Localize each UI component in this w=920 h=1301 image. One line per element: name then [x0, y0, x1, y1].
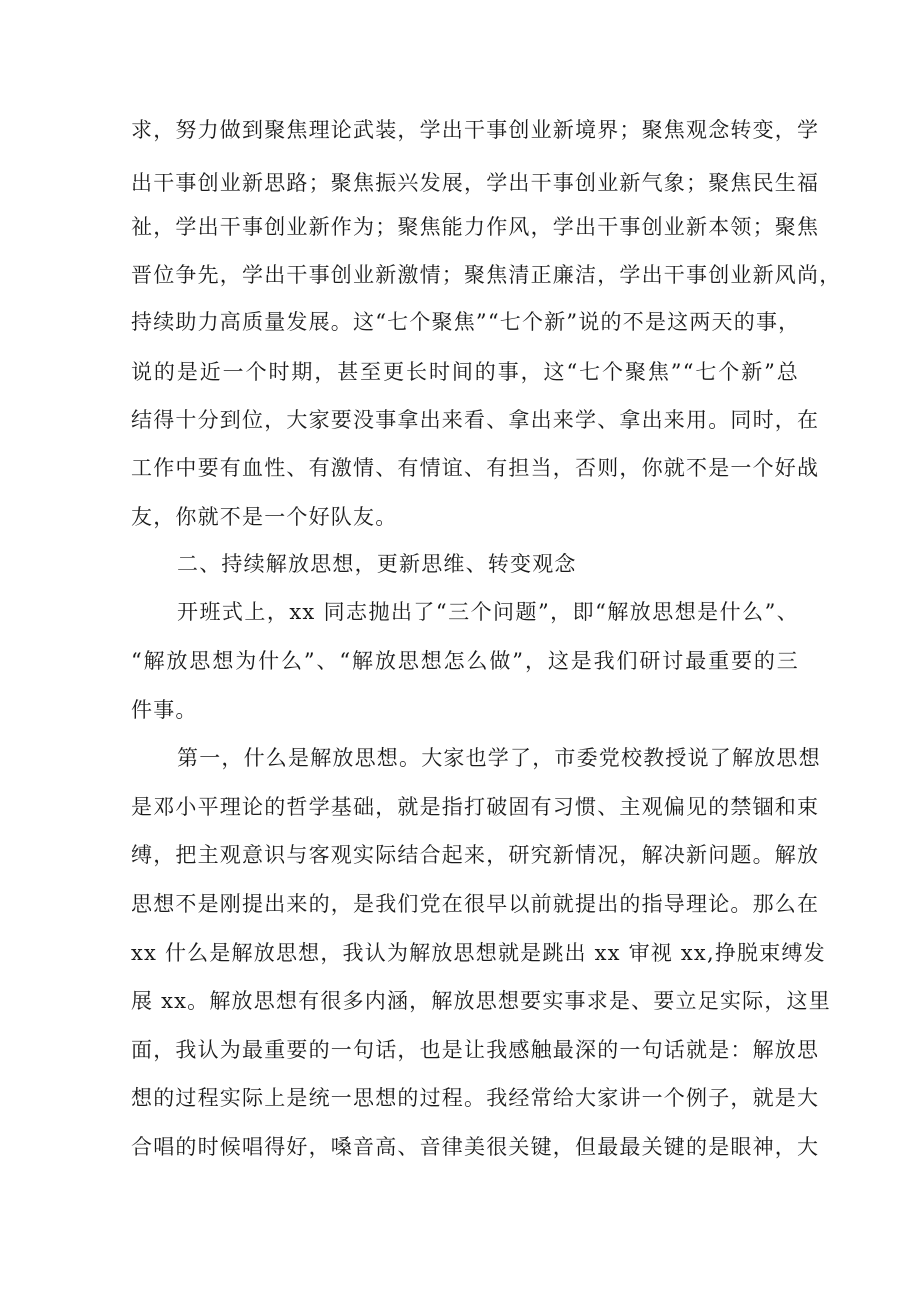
text-line: 第一，什么是解放思想。大家也学了，市委党校教授说了解放思想	[177, 746, 821, 770]
text-line: 想的过程实际上是统一思想的过程。我经常给大家讲一个例子，就是大	[131, 1086, 820, 1110]
text-line: 晋位争先，学出干事创业新激情；聚焦清正廉洁，学出干事创业新风尚，	[131, 263, 842, 287]
text-line: 结得十分到位，大家要没事拿出来看、拿出来学、拿出来用。同时，在	[131, 408, 820, 432]
text-line: 说的是近一个时期，甚至更长时间的事，这“七个聚焦”“七个新”总	[131, 360, 799, 384]
text-line: 面，我认为最重要的一句话，也是让我感触最深的一句话就是：解放思	[131, 1038, 820, 1062]
text-line: 求，努力做到聚焦理论武装，学出干事创业新境界；聚焦观念转变，学	[131, 118, 820, 142]
text-line: xx 什么是解放思想，我认为解放思想就是跳出 xx 审视 xx,挣脱束缚发	[131, 941, 826, 965]
text-line: 合唱的时候唱得好，嗓音高、音律美很关键，但最最关键的是眼神，大	[131, 1135, 820, 1159]
text-line: 工作中要有血性、有激情、有情谊、有担当，否则，你就不是一个好战	[131, 456, 820, 480]
text-line: 是邓小平理论的哲学基础，就是指打破固有习惯、主观偏见的禁锢和束	[131, 795, 820, 819]
text-line: 开班式上，xx 同志抛出了“三个问题”，即“解放思想是什么”、	[177, 600, 799, 624]
text-line: 友，你就不是一个好队友。	[131, 505, 398, 529]
text-line: 缚，把主观意识与客观实际结合起来，研究新情况，解决新问题。解放	[131, 843, 820, 867]
text-line: 思想不是刚提出来的，是我们党在很早以前就提出的指导理论。那么在	[131, 892, 820, 916]
text-line: 展 xx。解放思想有很多内涵，解放思想要实事求是、要立足实际，这里	[131, 989, 831, 1013]
text-line: 祉，学出干事创业新作为；聚焦能力作风，学出干事创业新本领；聚焦	[131, 215, 820, 239]
text-line: 持续助力高质量发展。这“七个聚焦”“七个新”说的不是这两天的事，	[131, 310, 801, 334]
text-line: 件事。	[131, 698, 198, 722]
text-line: 出干事创业新思路；聚焦振兴发展，学出干事创业新气象；聚焦民生福	[131, 171, 820, 195]
section-heading: 二、持续解放思想，更新思维、转变观念	[177, 552, 577, 576]
text-line: “解放思想为什么”、“解放思想怎么做”，这是我们研讨最重要的三	[131, 649, 799, 673]
